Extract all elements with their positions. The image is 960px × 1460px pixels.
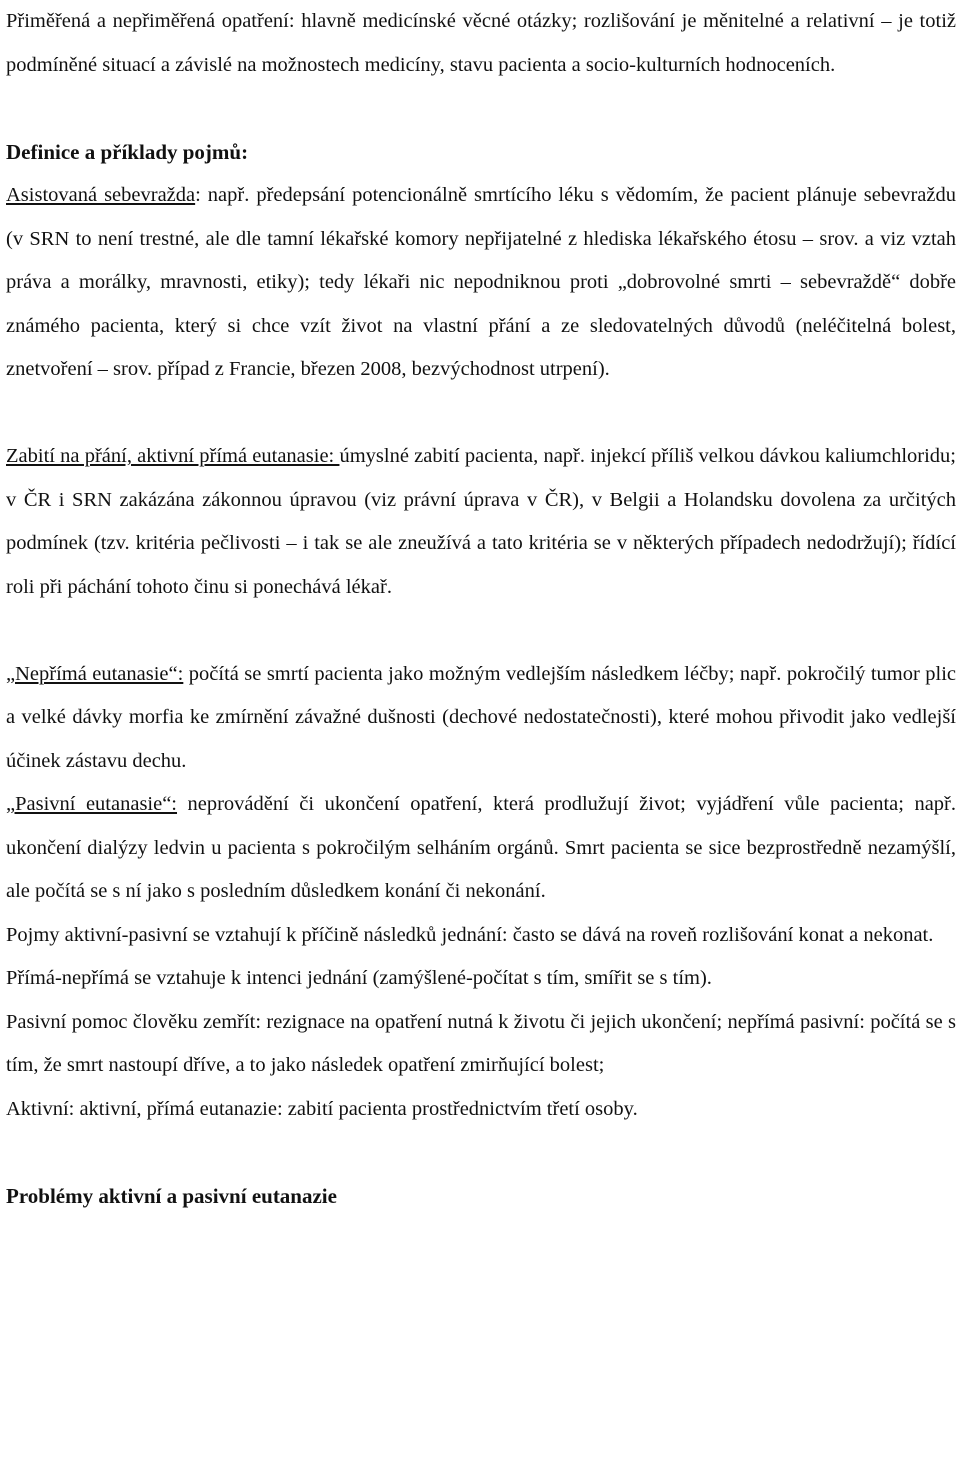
assisted-suicide-paragraph — [6, 174, 956, 392]
passive-euthanasia-term: „Pasivní eutanasie“: — [6, 793, 178, 815]
problems-heading: Problémy aktivní a pasivní eutanazie — [6, 1183, 337, 1208]
intro-paragraph: Přiměřená a nepřiměřená opatření: hlavně medicínské věcné otázky; rozlišování je měnitelné a relativní – je totiž podmíněné situací a závislé na možnostech medicíny, stavu pacienta a socio-kulturních hodnoceních. — [6, 10, 956, 76]
passive-euthanasia-text: neprovádění či ukončení opatření, která prodlužují život; vyjádření vůle pacienta; např. ukončení dialýzy ledvin u pacienta s pokročilým selháním orgánů. Smrt pacienta se sice bezprostředně nezamýšlí, ale počítá se s ní jako s posledním důsledkem konání či nekonání. — [6, 793, 956, 902]
passive-euthanasia-paragraph — [6, 783, 956, 914]
indirect-euthanasia-text: počítá se smrtí pacienta jako možným vedlejším následkem léčby; např. pokročilý tumor plic a velké dávky morfia ke zmírnění závažné dušnosti (dechové nedostatečnosti), které mohou přivodit jako vedlejší účinek zástavu dechu. — [6, 662, 956, 772]
active-passive-paragraph: Pojmy aktivní-pasivní se vztahují k příčině následků jednání: často se dává na roveň rozlišování konat a nekonat. — [6, 923, 934, 946]
killing-on-request-text: úmyslné zabití pacienta, např. injekcí příliš velkou dávkou kaliumchloridu; v ČR i SRN zakázána zákonnou úpravou (viz právní úprava v ČR), v Belgii a Holandsku dovolena za určitých podmínek (tzv. kritéria pečlivosti – i tak se ale zneužívá a tato kritéria se v některých případech nedodržují); řídící roli při páchání tohoto činu si ponechává lékař. — [6, 445, 957, 598]
assisted-suicide-separator: : — [195, 184, 208, 206]
indirect-euthanasia-paragraph — [6, 653, 956, 784]
passive-help-paragraph: Pasivní pomoc člověku zemřít: rezignace na opatření nutná k životu či jejich ukončení; nepřímá pasivní: počítá se s tím, že smrt nastoupí dříve, a to jako následek opatření zmirňující bolest; — [6, 1010, 956, 1076]
killing-on-request-paragraph — [6, 435, 956, 609]
definitions-heading: Definice a příklady pojmů: — [6, 139, 249, 164]
killing-on-request-term: Zabití na přání, aktivní přímá eutanasie: — [6, 445, 340, 467]
assisted-suicide-text: např. předepsání potencionálně smrtícího léku s vědomím, že pacient plánuje sebevraždu (v SRN to není trestné, ale dle tamní lékařské komory nepřijatelné z hlediska lékařského étosu – srov. a viz vztah práva a morálky, mravnosti, etiky); tedy lékaři nic nepodniknou proti „dobrovolné smrti – sebevraždě“ dobře známého pacienta, který si chce vzít život na vlastní přání a ze sledovatelných důvodů (neléčitelná bolest, znetvoření – srov. případ z Francie, březen 2008, bezvýchodnost utrpení). — [6, 184, 956, 380]
active-paragraph: Aktivní: aktivní, přímá eutanazie: zabití pacienta prostřednictvím třetí osoby. — [6, 1097, 638, 1120]
indirect-euthanasia-term: „Nepřímá eutanasie“: — [6, 662, 184, 685]
assisted-suicide-term: Asistovaná sebevražda — [6, 184, 196, 206]
spacer — [6, 392, 956, 436]
spacer — [6, 1131, 956, 1175]
spacer — [6, 609, 956, 653]
direct-indirect-paragraph: Přímá-nepřímá se vztahuje k intenci jednání (zamýšlené-počítat s tím, smířit se s tím). — [6, 967, 712, 989]
spacer — [6, 87, 956, 131]
